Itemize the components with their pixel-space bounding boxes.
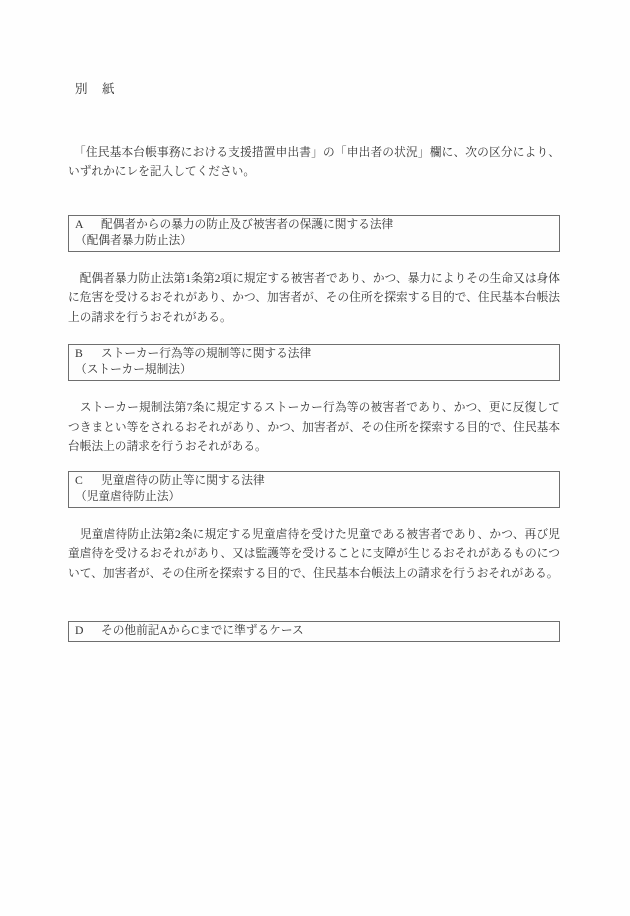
category-code-a: A [75, 217, 84, 231]
category-title-line [75, 217, 553, 233]
law-title-a: 配偶者からの暴力の防止及び被害者の保護に関する法律 [101, 217, 394, 231]
category-box-d [68, 621, 560, 642]
category-title-line [75, 473, 553, 489]
intro-paragraph: 「住民基本台帳事務における支援措置申出書」の「申出者の状況」欄に、次の区分により、いずれかにレを記入してください。 [68, 145, 560, 178]
law-abbreviation-b: （ストーカー規制法） [75, 363, 192, 376]
law-title-b: ストーカー行為等の規制等に関する法律 [101, 347, 312, 360]
attachment-label: 別 紙 [75, 82, 116, 96]
law-title-c: 児童虐待の防止等に関する法律 [101, 473, 265, 487]
law-abbreviation-c: （児童虐待防止法） [75, 489, 181, 503]
category-box-b [68, 344, 560, 381]
category-description-a: 配偶者暴力防止法第1条第2項に規定する被害者であり、かつ、暴力によりその生命又は身体に危害を受けるおそれがあり、かつ、加害者が、その住所を探索する目的で、住民基本台帳法上の請求を行うおそれがある。 [68, 271, 560, 324]
category-description-c: 児童虐待防止法第2条に規定する児童虐待を受けた児童である被害者であり、かつ、再び児童虐待を受けるおそれがあり、又は監護等を受けることに支障が生じるおそれがあるものについて、加害者が、その住所を探索する目的で、住民基本台帳法上の請求を行うおそれがある。 [68, 527, 560, 580]
category-description-b: ストーカー規制法第7条に規定するストーカー行為等の被害者であり、かつ、更に反復してつきまとい等をされるおそれがあり、かつ、加害者が、その住所を探索する目的で、住民基本台帳法上の請求を行うおそれがある。 [68, 401, 560, 453]
category-title-line [75, 346, 553, 362]
category-code-c: C [75, 473, 83, 487]
category-box-a [68, 215, 560, 252]
category-code-b: B [75, 347, 83, 360]
category-title-line [75, 623, 553, 639]
category-box-c [68, 471, 560, 508]
law-title-d: その他前記AからCまでに準ずるケース [101, 624, 304, 637]
category-code-d: D [75, 624, 84, 637]
law-abbreviation-a: （配偶者暴力防止法） [75, 233, 192, 247]
